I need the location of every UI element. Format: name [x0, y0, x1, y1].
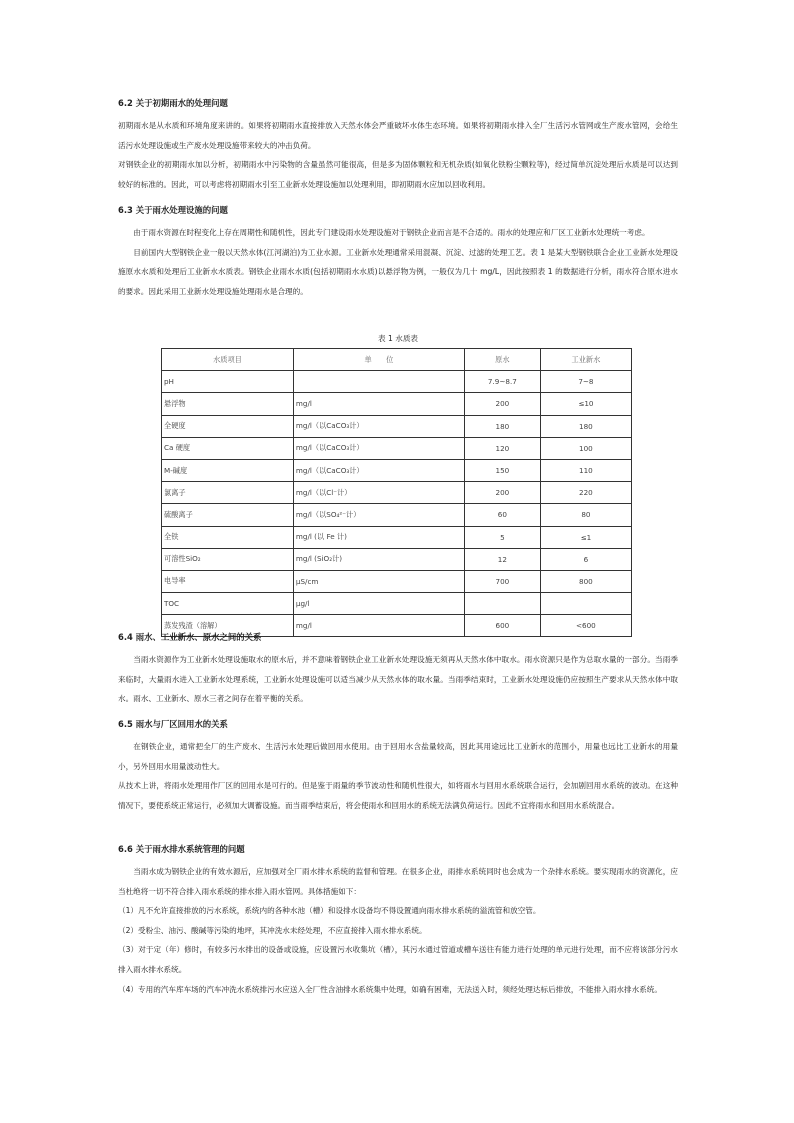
table-cell: Ca 硬度 — [162, 437, 294, 459]
table-row — [162, 570, 632, 592]
paragraph: 当雨水成为钢铁企业的有效水源后，应加强对全厂雨水排水系统的监督和管理。在很多企业，雨排水系统同时也会成为一个杂排水系统。要实现雨水的资源化，应当杜绝将一切不符合排入雨水系统的排水排入雨水管网。具体措施如下： — [118, 867, 678, 896]
table-cell: 5 — [464, 526, 540, 548]
list-item: （3）对于定（年）修时，有较多污水排出的设备或设施，应设置污水收集坑（槽），其污水通过管道或槽车送往有能力进行处理的单元进行处理，而不应将该部分污水排入雨水排水系统。 — [118, 945, 678, 974]
table-row — [162, 459, 632, 481]
paragraph: 在钢铁企业，通常把全厂的生产废水、生活污水处理后做回用水使用。由于回用水含盐量较高，因此其用途远比工业新水的范围小，用量也远比工业新水的用量小，另外回用水用量波动性大。 — [118, 742, 678, 771]
section-6-5 — [118, 718, 678, 815]
table-cell — [293, 371, 464, 393]
table-cell: mg/l（以CaCO₃计） — [293, 415, 464, 437]
table-header-row — [162, 349, 632, 371]
table-cell — [540, 593, 631, 615]
table-cell: 蒸发残渣（溶解） — [162, 615, 294, 637]
table-row — [162, 482, 632, 504]
table-cell: 800 — [540, 570, 631, 592]
table-caption: 表 1 水质表 — [377, 334, 419, 343]
table-cell: 120 — [464, 437, 540, 459]
table-cell: 7.9~8.7 — [464, 371, 540, 393]
table-body — [162, 371, 632, 637]
table-cell: 200 — [464, 393, 540, 415]
table-cell: mg/l (以 Fe 计) — [293, 526, 464, 548]
list-item: （2）受粉尘、油污、酸碱等污染的地坪，其冲洗水未经处理，不应直接排入雨水排水系统。 — [118, 925, 427, 935]
table-cell: 60 — [464, 504, 540, 526]
paragraph: 对钢铁企业的初期雨水加以分析，初期雨水中污染物的含量虽然可能很高，但是多为固体颗粒和无机杂质(如氧化铁粉尘颗粒等)，经过简单沉淀处理后水质是可以达到较好的标准的。因此，可以考虑将初期雨水引至工业新水处理设施加以处理利用，即初期雨水应加以回收利用。 — [118, 160, 678, 189]
column-header: 工业新水 — [540, 349, 631, 371]
table-cell: 7~8 — [540, 371, 631, 393]
table-cell: mg/l — [293, 393, 464, 415]
table-cell: pH — [162, 371, 294, 393]
table-cell: μg/l — [293, 593, 464, 615]
table-row — [162, 393, 632, 415]
section-6-2 — [118, 97, 678, 194]
table-cell: 悬浮物 — [162, 393, 294, 415]
table-cell: 220 — [540, 482, 631, 504]
table-cell: 全硬度 — [162, 415, 294, 437]
section-heading: 6.5 雨水与厂区回用水的关系 — [118, 719, 228, 729]
table-cell: 12 — [464, 548, 540, 570]
table-cell: 氯离子 — [162, 482, 294, 504]
table-cell: mg/l — [293, 615, 464, 637]
table-cell: 180 — [464, 415, 540, 437]
paragraph: 从技术上讲，将雨水处理用作厂区的回用水是可行的。但是鉴于雨量的季节波动性和随机性很大，如将雨水与回用水系统联合运行，会加剧回用水系统的波动。在这种情况下，要使系统正常运行，必须加大调蓄设施。而当雨季结束后，将会使雨水和回用水的系统无法满负荷运行。因此不宜将雨水和回用水系统混合。 — [118, 781, 678, 810]
table-cell — [464, 593, 540, 615]
table-cell: mg/l（以CaCO₃计） — [293, 459, 464, 481]
table-row — [162, 593, 632, 615]
table-cell: mg/l (SiO₂计) — [293, 548, 464, 570]
table-cell: 100 — [540, 437, 631, 459]
section-heading: 6.3 关于雨水处理设施的问题 — [118, 205, 228, 215]
water-quality-table — [161, 348, 632, 637]
water-quality-table-block — [118, 331, 678, 637]
table-cell: TOC — [162, 593, 294, 615]
table-cell: 可溶性SiO₂ — [162, 548, 294, 570]
section-6-4 — [118, 631, 678, 709]
table-cell: M-碱度 — [162, 459, 294, 481]
section-heading: 6.6 关于雨水排水系统管理的问题 — [118, 844, 245, 854]
table-cell: mg/l（以SO₄²⁻计） — [293, 504, 464, 526]
table-cell: mg/l（以Cl⁻计） — [293, 482, 464, 504]
paragraph: 当雨水资源作为工业新水处理设施取水的原水后，并不意味着钢铁企业工业新水处理设施无须再从天然水体中取水。雨水资源只是作为总取水量的一部分。当雨季来临时，大量雨水进入工业新水处理系统，工业新水处理设施可以适当减少从天然水体的取水量。当雨季结束时，工业新水处理设施仍应按照生产要求从天然水体中取水。雨水、工业新水、原水三者之间存在着平衡的关系。 — [118, 655, 678, 704]
table-cell: 80 — [540, 504, 631, 526]
table-row — [162, 415, 632, 437]
table-row — [162, 371, 632, 393]
table-cell: <600 — [540, 615, 631, 637]
table-cell: 电导率 — [162, 570, 294, 592]
paragraph: 初期雨水是从水质和环境角度来讲的。如果将初期雨水直接排放入天然水体会严重破坏水体生态环境。如果将初期雨水排入全厂生活污水管网或生产废水管网，会给生活污水处理设施或生产废水处理设施带来较大的冲击负荷。 — [118, 121, 678, 150]
paragraph: 目前国内大型钢铁企业一般以天然水体(江河湖泊)为工业水源。工业新水处理通常采用混凝、沉淀、过滤的处理工艺。表 1 是某大型钢铁联合企业工业新水处理设施原水水质和处理后工业新水水质表。钢铁企业雨水水质(包括初期雨水水质)以悬浮物为例，一般仅为几十 mg/L，因此按照表 1 的数据进行分析，雨水符合原水进水的要求。因此采用工业新水处理设施处理雨水是合理的。 — [118, 247, 678, 296]
list-item: （1）凡不允许直接排放的污水系统，系统内的各种水池（槽）和设排水设备均不得设置通向雨水排水系统的溢流管和放空管。 — [118, 906, 541, 916]
list-item: （4）专用的汽车库车场的汽车冲洗水系统排污水应送入全厂性含油排水系统集中处理，如确有困难，无法送入时，须经处理达标后排放，不能排入雨水排水系统。 — [118, 984, 662, 994]
table-cell: 200 — [464, 482, 540, 504]
table-cell: 700 — [464, 570, 540, 592]
paragraph: 由于雨水资源在时程变化上存在周期性和随机性，因此专门建设雨水处理设施对于钢铁企业而言是不合适的。雨水的处理应和厂区工业新水处理统一考虑。 — [133, 228, 650, 237]
table-cell: 110 — [540, 459, 631, 481]
section-6-6 — [118, 843, 678, 999]
section-6-3 — [118, 204, 678, 301]
table-cell: 6 — [540, 548, 631, 570]
table-row — [162, 437, 632, 459]
table-cell: ≤1 — [540, 526, 631, 548]
table-cell: 硫酸离子 — [162, 504, 294, 526]
table-cell: μS/cm — [293, 570, 464, 592]
table-cell: 600 — [464, 615, 540, 637]
table-row — [162, 504, 632, 526]
column-header: 水质项目 — [162, 349, 294, 371]
table-row — [162, 548, 632, 570]
table-cell: 全铁 — [162, 526, 294, 548]
table-cell: ≤10 — [540, 393, 631, 415]
table-cell: mg/l（以CaCO₃计） — [293, 437, 464, 459]
table-cell: 180 — [540, 415, 631, 437]
section-heading: 6.4 雨水、工业新水、原水之间的关系 — [118, 632, 262, 642]
table-cell: 150 — [464, 459, 540, 481]
table-row — [162, 526, 632, 548]
column-header: 原水 — [464, 349, 540, 371]
section-heading: 6.2 关于初期雨水的处理问题 — [118, 98, 228, 108]
column-header: 单 位 — [293, 349, 464, 371]
